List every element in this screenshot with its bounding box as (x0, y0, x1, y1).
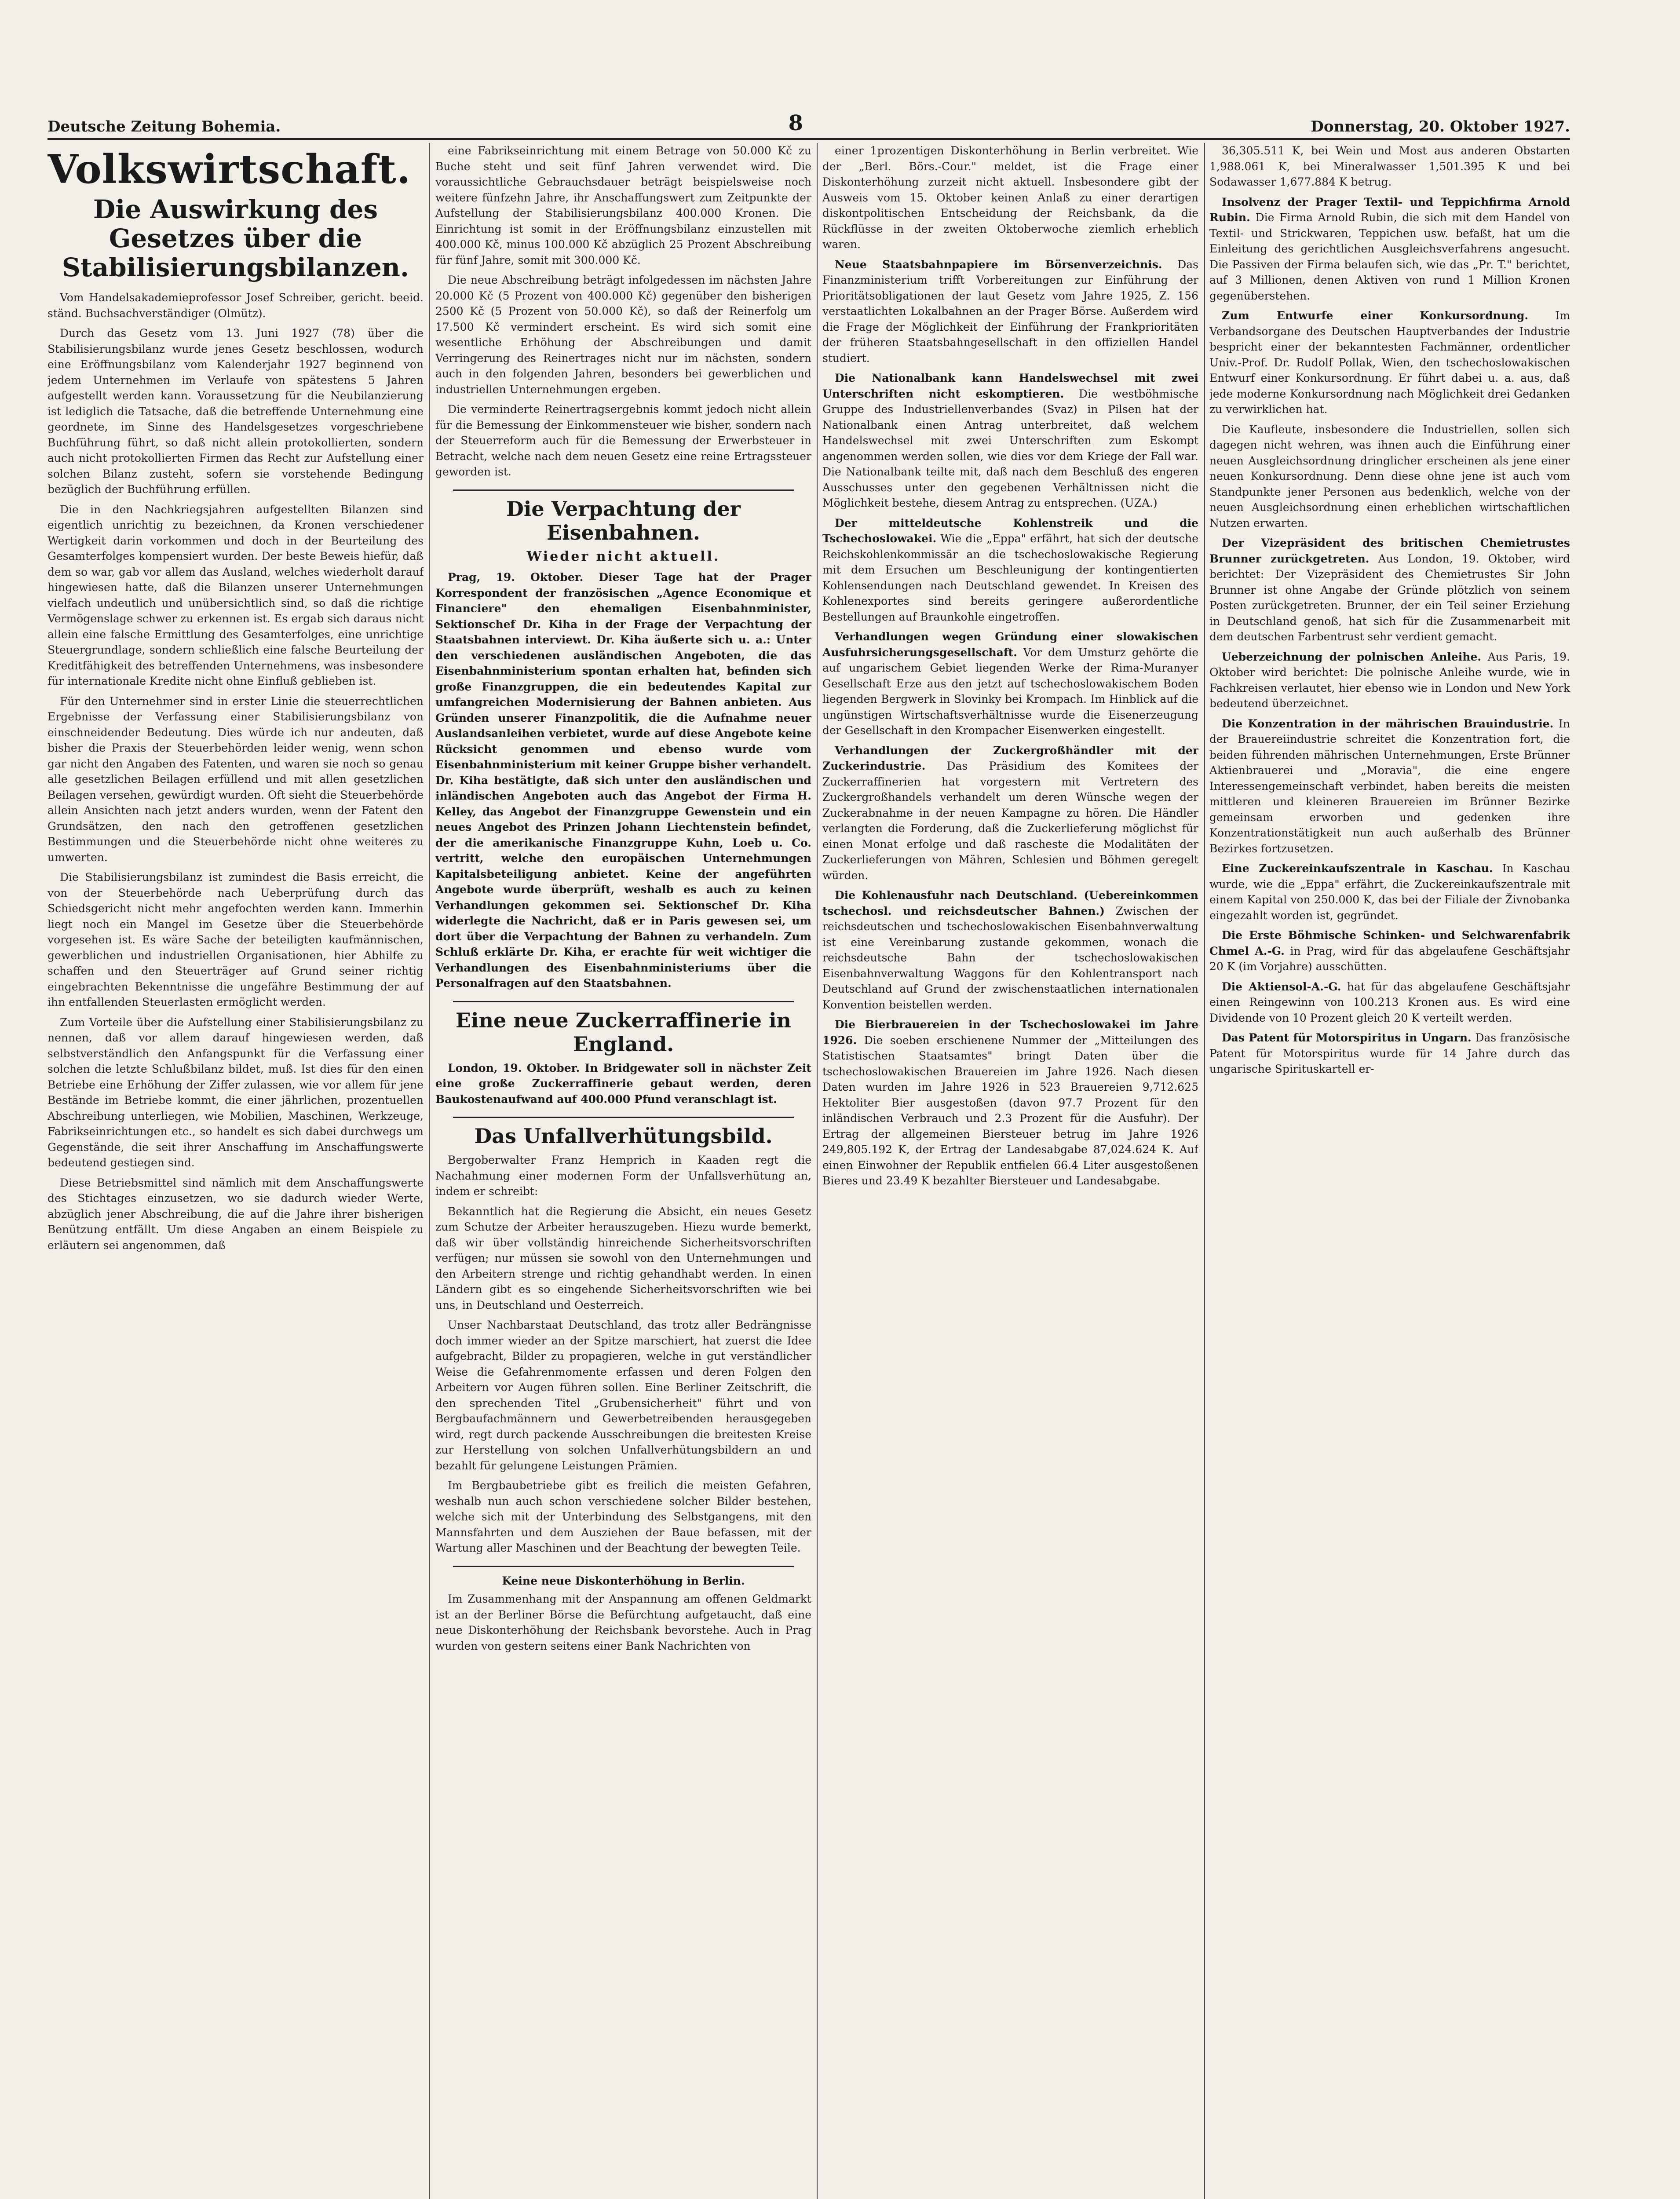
paragraph: einer 1prozentigen Diskonterhöhung in Berlin verbreitet. Wie der „Berl. Börs.-Cour." meldet, ist die Frage einer Diskonterhöhung zurzeit nicht aktuell. Insbesondere gibt der Ausweis vom 15. Oktober keinen Anlaß zu einer derartigen diskontpolitischen Entscheidung der Reichsbank, da die Rückflüsse in der zweiten Oktoberwoche ziemlich erheblich waren. (822, 144, 1198, 251)
paragraph: Unser Nachbarstaat Deutschland, das trotz aller Bedrängnisse doch immer wieder an der Spitze marschiert, hat zuerst die Idee aufgebracht, Bilder zu propagieren, welche in gut verständlicher Weise die Gefahrenmomente erfassen und deren Folgen den Arbeitern vor Augen führen sollen. Eine Berliner Zeitschrift, die den sprechenden Titel „Grubensicherheit" führt und von Bergbaufachmännern und Gewerbetreibenden herausgegeben wird, regt durch packende Ausschreibungen die breitesten Kreise zur Herstellung von solchen Unfallverhütungsbildern an und bezahlt für gelungene Leistungen Prämien. (435, 1319, 811, 1472)
item-heading: Zum Entwurfe einer Konkursordnung. (1222, 309, 1529, 322)
paragraph: Durch das Gesetz vom 13. Juni 1927 (78) über die Stabilisierungsbilanz wurde jenes Gesetz beschlossen, wodurch eine Eröffnungsbilanz vom Kalenderjahr 1927 beginnend von jedem Unternehmen im Verlaufe von spätestens 5 Jahren aufgestellt werden kann. Voraussetzung für die Neubilanzierung ist lediglich die Tatsache, daß die betreffende Unternehmung eine geordnete, im Sinne des Handelsgesetzes vorgeschriebene Buchführung führt, so daß nicht allein protokollierten, sondern auch nicht protokollierten Firmen das Recht zur Aufstellung einer solchen Bilanz zusteht, sofern sie vorstehende Bedingung bezüglich der Buchführung erfüllen. (47, 327, 424, 496)
item-heading: Verhandlungen wegen Gründung einer slowakischen Ausfuhrsicherungsgesellschaft. (822, 630, 1198, 659)
paragraph: Das französische Patent für Motorspiritus wurde für 14 Jahre durch das ungarische Spirituskartell er- (1209, 1031, 1570, 1075)
paragraph: Die Stabilisierungsbilanz ist zumindest die Basis erreicht, die von der Steuerbehörde nach Ueberprüfung durch das Schiedsgericht nicht mehr angefochten werden kann. Immerhin liegt noch ein Mangel im Gesetze über die Steuerbehörde vorgesehen ist. Es wäre Sache der beteiligten kaufmännischen, gewerblichen und industriellen Organisationen, hier Abhilfe zu schaffen und den Steuerträger auf Grund seiner richtig eingebrachten Bekenntnisse die ungefähre Bestimmung der auf ihn entfallenden Steuerlasten ermöglicht werden. (47, 871, 424, 1008)
page-number: 8 (788, 111, 803, 135)
column-divider (1204, 143, 1205, 2199)
article-title: Das Unfallverhütungsbild. (474, 1124, 773, 1148)
article-separator (453, 1001, 794, 1002)
item-heading: Die Kohlenausfuhr nach Deutschland. (Uebereinkommen tschechosl. und reichsdeutscher Bahnen.) (822, 889, 1198, 917)
paragraph: Die soeben erschienene Nummer der „Mitteilungen des Statistischen Staatsamtes" bringt Daten über die tschechoslowakischen Brauereien im Jahre 1926. Nach diesen Daten wurden im Jahre 1926 in 523 Brauereien 9,712.625 Hektoliter Bier ausgestoßen (davon 97.7 Prozent für den inländischen Verbrauch und 2.3 Prozent für die Ausfuhr). Der Ertrag der allgemeinen Biersteuer betrug im Jahre 1926 249,805.192 K, der Ertrag der Landesabgabe 87,024.624 K. Auf einen Einwohner der Republik entfielen 66.4 Liter ausgestoßenen Bieres und 23.49 K bezahlter Biersteuer und Landesabgabe. (822, 1034, 1198, 1187)
section-title: Volkswirtschaft. (47, 146, 411, 193)
item-heading: Die Nationalbank kann Handelswechsel mit zwei Unterschriften nicht eskomptieren. (822, 372, 1198, 400)
paragraph: Bergoberwalter Franz Hemprich in Kaaden regt die Nachahmung einer modernen Form der Unfallsverhütung an, indem er schreibt: (435, 1154, 811, 1198)
paragraph: Bekanntlich hat die Regierung die Absicht, ein neues Gesetz zum Schutze der Arbeiter herauszugeben. Hiezu wurde bemerkt, daß wir über vollständig hinreichende Sicherheitsvorschriften verfügen; nur müssen sie sowohl von den Unternehmungen und den Arbeitern strenge und richtig gehandhabt werden. In einen Ländern gibt es so eingehende Sicherheitsvorschriften wie bei uns, in Deutschland und Oesterreich. (435, 1205, 811, 1311)
paragraph: In der Brauereiindustrie schreitet die Konzentration fort, die beiden führenden mährischen Unternehmungen, Erste Brünner Aktienbrauerei und „Moravia", die eine engere Interessengemeinschaft verbindet, haben bereits die meisten mittleren und kleineren Brauereien im Brünner Bezirke gemeinsam erworben und gedenken ihre Konzentrationstätigkeit nun auch außerhalb des Brünner Bezirkes fortzusetzen. (1209, 717, 1570, 855)
paragraph: Im Bergbaubetriebe gibt es freilich die meisten Gefahren, weshalb nun auch schon verschiedene solcher Bilder bestehen, welche sich mit der Unterbindung des Selbstgangens, mit den Mannsfahrten und dem Ausziehen der Baue befassen, mit der Wartung aller Maschinen und der Beachtung der bewegten Teile. (435, 1479, 811, 1554)
paragraph: Im Zusammenhang mit der Anspannung am offenen Geldmarkt ist an der Berliner Börse die Befürchtung aufgetaucht, daß eine neue Diskonterhöhung der Reichsbank bevorstehe. Auch in Prag wurden von gestern seitens einer Bank Nachrichten von (435, 1593, 811, 1652)
paragraph: Das Präsidium des Komitees der Zuckerraffinerien hat vorgestern mit Vertretern des Zuckergroßhandels verhandelt um deren Wünsche wegen der Zuckerabnahme in der neuen Kampagne zu hören. Die Händler verlangten die Forderung, daß die Zuckerlieferung möglichst für einen Monat erfolge und daß rascheste die Modalitäten der Zuckerlieferungen von Mähren, Schlesien und Böhmen geregelt würden. (822, 760, 1198, 882)
column-1 (47, 143, 424, 2199)
item-heading: Der Vizepräsident des britischen Chemietrustes Brunner zurückgetreten. (1209, 537, 1570, 565)
column-2 (435, 143, 811, 2199)
paragraph: Aus London, 19. Oktober, wird berichtet: Der Vizepräsident des Chemietrustes Sir John Brunner ist ohne Angabe der Gründe plötzlich von seinem Posten zurückgetreten. Brunner, der ein Teil seiner Erziehung in Deutschland genoß, hat sich für die Zusammenarbeit mit dem deutschen Farbentrust sehr verdient gemacht. (1209, 552, 1570, 643)
paragraph: Die in den Nachkriegsjahren aufgestellten Bilanzen sind eigentlich unrichtig zu bezeichnen, da Kronen verschiedener Wertigkeit darin vorkommen und doch in der Beurteilung des Gesamterfolges kompensiert wurden. Der beste Beweis hiefür, daß dem so war, gab vor allem das Ausland, welches wiederholt darauf hingewiesen hatte, daß die Bilanzen unserer Unternehmungen vielfach undeutlich und unübersichtlich sind, so daß die richtige Vermögenslage schwer zu erkennen ist. Es ergab sich daraus nicht allein eine falsche Ermittlung des Gesamterfolges, eine unrichtige Steuergrundlage, sondern schließlich eine falsche Beurteilung der Kreditfähigkeit des betreffenden Unternehmens, was insbesondere für internationale Kredite nicht ohne Einfluß geblieben ist. (47, 503, 424, 687)
paragraph: London, 19. Oktober. In Bridgewater soll in nächster Zeit eine große Zuckerraffinerie gebaut werden, deren Baukostenaufwand auf 400.000 Pfund veranschlagt ist. (435, 1061, 811, 1106)
article-title: Keine neue Diskonterhöhung in Berlin. (502, 1574, 745, 1587)
paragraph: hat für das abgelaufene Geschäftsjahr einen Reingewinn von 100.213 Kronen aus. Es wird eine Dividende von 10 Prozent gleich 20 K verteilt werden. (1209, 980, 1570, 1024)
item-heading: Die Erste Böhmische Schinken- und Selchwarenfabrik Chmel A.-G. (1209, 929, 1570, 957)
page-header (47, 109, 1570, 140)
article-byline: Vom Handelsakademieprofessor Josef Schreiber, gericht. beeid. ständ. Buchsachverständiger (Olmütz). (47, 291, 424, 320)
paragraph: Das Finanzministerium trifft Vorbereitungen zur Einführung der Prioritätsobligationen der laut Gesetz vom Jahre 1925, Z. 156 verstaatlichten Lokalbahnen an der Prager Börse. Außerdem wird die Frage der Möglichkeit der Einführung der Frankprioritäten der früheren Staatsbahngesellschaft in den offiziellen Handel studiert. (822, 258, 1198, 365)
paragraph: In Kaschau wurde, wie die „Eppa" erfährt, die Zuckereinkaufszentrale mit einem Kapital von 250.000 K, das bei der Filiale der Živnobanka eingezahlt worden ist, gegründet. (1209, 862, 1570, 922)
paragraph: Die Kaufleute, insbesondere die Industriellen, sollen sich dagegen nicht wehren, was ihnen auch die Einführung einer neuen Ausgleichsordnung dringlicher erscheinen als jene einer neuen Konkursordnung. Denn diese ohne jene ist auch vom Standpunkte jener Personen aus bedenklich, welche von der neuen Ausgleichsordnung einen erheblichen wirtschaftlichen Nutzen erwarten. (1209, 423, 1570, 530)
item-heading: Die Bierbrauereien in der Tschechoslowakei im Jahre 1926. (822, 1018, 1198, 1047)
article-subtitle: Wieder nicht aktuell. (526, 548, 720, 564)
article-title: Eine neue Zuckerraffinerie in England. (456, 1008, 791, 1056)
paragraph: in Prag, wird für das abgelaufene Geschäftsjahr 20 K (im Vorjahre) ausschütten. (1209, 944, 1570, 973)
paragraph: Im Verbandsorgane des Deutschen Hauptverbandes der Industrie bespricht einer der bekanntesten Fachmänner, ordentlicher Univ.-Prof. Dr. Rudolf Pollak, Wien, den tschechoslowakischen Entwurf einer Konkursordnung. Er führt dabei u. a. aus, daß jede moderne Konkursordnung nach Möglichkeit drei Gedanken zu verwirklichen hat. (1209, 309, 1570, 416)
item-heading: Der mitteldeutsche Kohlenstreik und die Tschechoslowakei. (822, 516, 1198, 545)
item-heading: Verhandlungen der Zuckergroßhändler mit der Zuckerindustrie. (822, 744, 1198, 772)
paragraph: Diese Betriebsmittel sind nämlich mit dem Anschaffungswerte des Stichtages einzusetzen, wo sie dadurch wieder Werte, abzüglich jener Abschreibung, die auf die Jahre ihrer bisherigen Benützung entfällt. Um diese Angaben an einem Beispiele zu erläutern sei angenommen, daß (47, 1176, 424, 1252)
item-heading: Die Konzentration in der mährischen Brauindustrie. (1222, 717, 1554, 730)
column-divider (817, 143, 818, 2199)
paragraph: Zwischen der reichsdeutschen und tschechoslowakischen Eisenbahnverwaltung ist eine Vereinbarung zustande gekommen, wonach die reichsdeutsche Bahn der tschechoslowakischen Eisenbahnverwaltung Waggons für den Kohlentransport nach Deutschland auf Grund der zwischenstaatlichen internationalen Konvention beistellen werden. (822, 904, 1198, 1011)
paragraph: Prag, 19. Oktober. Dieser Tage hat der Prager Korrespondent der französischen „Agence Economique et Financiere" den ehemaligen Eisenbahnminister, Sektionschef Dr. Kiha in der Frage der Verpachtung der Staatsbahnen interviewt. Dr. Kiha äußerte sich u. a.: Unter den verschiedenen ausländischen Angeboten, die das Eisenbahnministerium spontan erhalten hat, befinden sich große Finanzgruppen, die ein bedeutendes Kapital zur umfangreichen Modernisierung der Bahnen anbieten. Aus Gründen unserer Finanzpolitik, die die Aufnahme neuer Auslandsanleihen verbietet, wurde auf diese Angebote keine Rücksicht genommen und ebenso wurde vom Eisenbahnministerium mit keiner Gruppe bisher verhandelt. Dr. Kiha bestätigte, daß sich unter den ausländischen und inländischen Angeboten auch das Angebot der Firma H. Kelley, das Angebot der Finanzgruppe Gewenstein und ein neues Angebot des Prinzen Johann Liechtenstein befindet, der die amerikanische Finanzgruppe Kuhn, Loeb u. Co. vertritt, welche den europäischen Unternehmungen Kapitalsbeteiligung anbietet. Keine der angeführten Angebote wurde überprüft, weshalb es auch zu keinen Verhandlungen gekommen sei. Sektionschef Dr. Kiha widerlegte die Nachricht, daß er in Paris gewesen sei, um dort über die Verpachtung der Bahnen zu verhandeln. Zum Schluß erklärte Dr. Kiha, er erachte für weit wichtiger die Verhandlungen des Eisenbahnministeriums über die Personalfragen auf den Staatsbahnen. (435, 571, 811, 990)
paragraph: Vor dem Umsturz gehörte die auf ungarischem Gebiet liegenden Werke der Rima-Muranyer Gesellschaft Erze aus den jetzt auf tschechoslowakischem Boden liegenden Bergwerk in Slovinky bei Krompach. Im Hinblick auf die ungünstigen Wirtschaftsverhältnisse wurde die Eisenerzeugung der Gesellschaft in den Krompacher Eisenwerken eingestellt. (822, 646, 1198, 737)
paragraph: Die westböhmische Gruppe des Industriellenverbandes (Svaz) in Pilsen hat der Nationalbank einen Antrag unterbreitet, daß welchem Handelswechsel mit zwei Unterschriften zum Eskompt angenommen werden sollen, wie dies vor dem Kriege der Fall war. Die Nationalbank teilte mit, daß nach dem Beschluß des engeren Ausschusses unter den gegebenen Verhältnissen nicht die Möglichkeit bestehe, diesem Antrag zu entsprechen. (UZA.) (822, 387, 1198, 509)
paragraph: Zum Vorteile über die Aufstellung einer Stabilisierungsbilanz zu nennen, daß vor allem darauf hingewiesen werden, daß selbstverständlich den Anfangspunkt für die Verfassung einer solchen die letzte Schlußbilanz bildet, muß. Ist dies für den einen Betriebe eine Erhöhung der Ziffer zulassen, wie vor allem für jene Bestände im Betriebe kommt, die einer jährlichen, prozentuellen Abschreibung unterliegen, wie Mobilien, Maschinen, Werkzeuge, Fabrikseinrichtungen etc., so handelt es sich dabei durchwegs um Gegenstände, die seit ihrer Anschaffung im Anschaffungswerte bedeutend gestiegen sind. (47, 1015, 424, 1169)
item-heading: Neue Staatsbahnpapiere im Börsenverzeichnis. (835, 258, 1162, 271)
item-heading: Insolvenz der Prager Textil- und Teppichfirma Arnold Rubin. (1209, 195, 1570, 224)
column-4 (1209, 143, 1570, 2199)
article-title: Die Verpachtung der Eisenbahnen. (506, 497, 741, 544)
article-separator (453, 489, 794, 491)
paragraph: 36,305.511 K, bei Wein und Most aus anderen Obstarten 1,988.061 K, bei Mineralwasser 1,501.395 K und bei Sodawasser 1,677.884 K betrug. (1209, 144, 1570, 188)
article-separator (453, 1117, 794, 1118)
newspaper-name: Deutsche Zeitung Bohemia. (47, 118, 281, 135)
issue-date: Donnerstag, 20. Oktober 1927. (1311, 118, 1570, 135)
article-separator (453, 1566, 794, 1567)
paragraph: eine Fabrikseinrichtung mit einem Betrage von 50.000 Kč zu Buche steht und seit fünf Jahren verwendet wird. Die voraussichtliche Gebrauchsdauer beträgt beispielsweise noch weitere fünfzehn Jahre, ihr Anschaffungswert zum Zeitpunkte der Aufstellung der Stabilisierungsbilanz 400.000 Kronen. Die Einrichtung ist somit in der Eröffnungsbilanz einzustellen mit 400.000 Kč, minus 100.000 Kč abzüglich 25 Prozent Abschreibung für fünf Jahre, somit mit 300.000 Kč. (435, 144, 811, 267)
item-heading: Eine Zuckereinkaufszentrale in Kaschau. (1222, 862, 1493, 875)
paragraph: Die Firma Arnold Rubin, die sich mit dem Handel von Textil- und Strickwaren, Teppichen usw. befaßt, hat um die Einleitung des gerichtlichen Ausgleichsverfahrens angesucht. Die Passiven der Firma belaufen sich, wie das „Pr. T." berichtet, auf 3 Millionen, denen Aktiven von rund 1 Million Kronen gegenüberstehen. (1209, 211, 1570, 302)
paragraph: Wie die „Eppa" erfährt, hat sich der deutsche Reichskohlenkommissär an die tschechoslowakische Regierung mit dem Ersuchen um Beschleunigung der kontingentierten Kohlensendungen nach Deutschland gewendet. In Kreisen des Kohlenexportes sind bereits geringere außerordentliche Bestellungen auf Braunkohle eingetroffen. (822, 532, 1198, 623)
item-heading: Die Aktiensol-A.-G. (1222, 980, 1341, 993)
column-3 (822, 143, 1198, 2199)
article-title: Die Auswirkung des Gesetzes über die Stabilisierungsbilanzen. (62, 194, 409, 282)
paragraph: Für den Unternehmer sind in erster Linie die steuerrechtlichen Ergebnisse der Verfassung einer Stabilisierungsbilanz von einschneidender Bedeutung. Dies würde ich nur andeuten, daß bisher die Praxis der Steuerbehörden leider wenig, wenn schon gar nicht den Angaben des Fatenten, und waren sie noch so genau alle gesetzlichen Beilagen erfüllend und mit allen gesetzlichen Beilagen versehen, gewürdigt wurden. Oft sieht die Steuerbehörde allein Ansichten nach jetzt anders wurden, wenn der Fatent den Grundsätzen, den nach den getroffenen gesetzlichen Bestimmungen und die Steuerbehörde nicht ohne weiteres zu umwerten. (47, 694, 424, 864)
paragraph: Die neue Abschreibung beträgt infolgedessen im nächsten Jahre 20.000 Kč (5 Prozent von 400.000 Kč) gegenüber den bisherigen 2500 Kč (5 Prozent von 50.000 Kč), so daß der Reinerfolg um 17.500 Kč vermindert erscheint. Es wird sich somit eine wesentliche Erhöhung der Abschreibungen und damit Verringerung des Reinertrages nicht nur im nächsten, sondern auch in den folgenden Jahren, besonders bei gewerblichen und industriellen Unternehmungen ergeben. (435, 274, 811, 396)
item-heading: Ueberzeichnung der polnischen Anleihe. (1222, 650, 1482, 663)
paragraph: Die verminderte Reinertragsergebnis kommt jedoch nicht allein für die Bemessung der Einkommensteuer wie bisher, sondern nach der Steuerreform auch für die Bemessung der Erwerbsteuer in Betracht, welche nach dem neuen Gesetz eine reine Ertragssteuer geworden ist. (435, 403, 811, 478)
column-divider (429, 143, 430, 2199)
item-heading: Das Patent für Motorspiritus in Ungarn. (1222, 1031, 1472, 1044)
paragraph: Aus Paris, 19. Oktober wird berichtet: Die polnische Anleihe wurde, wie in Fachkreisen verlautet, hier ebenso wie in London und New York bedeutend überzeichnet. (1209, 650, 1570, 710)
